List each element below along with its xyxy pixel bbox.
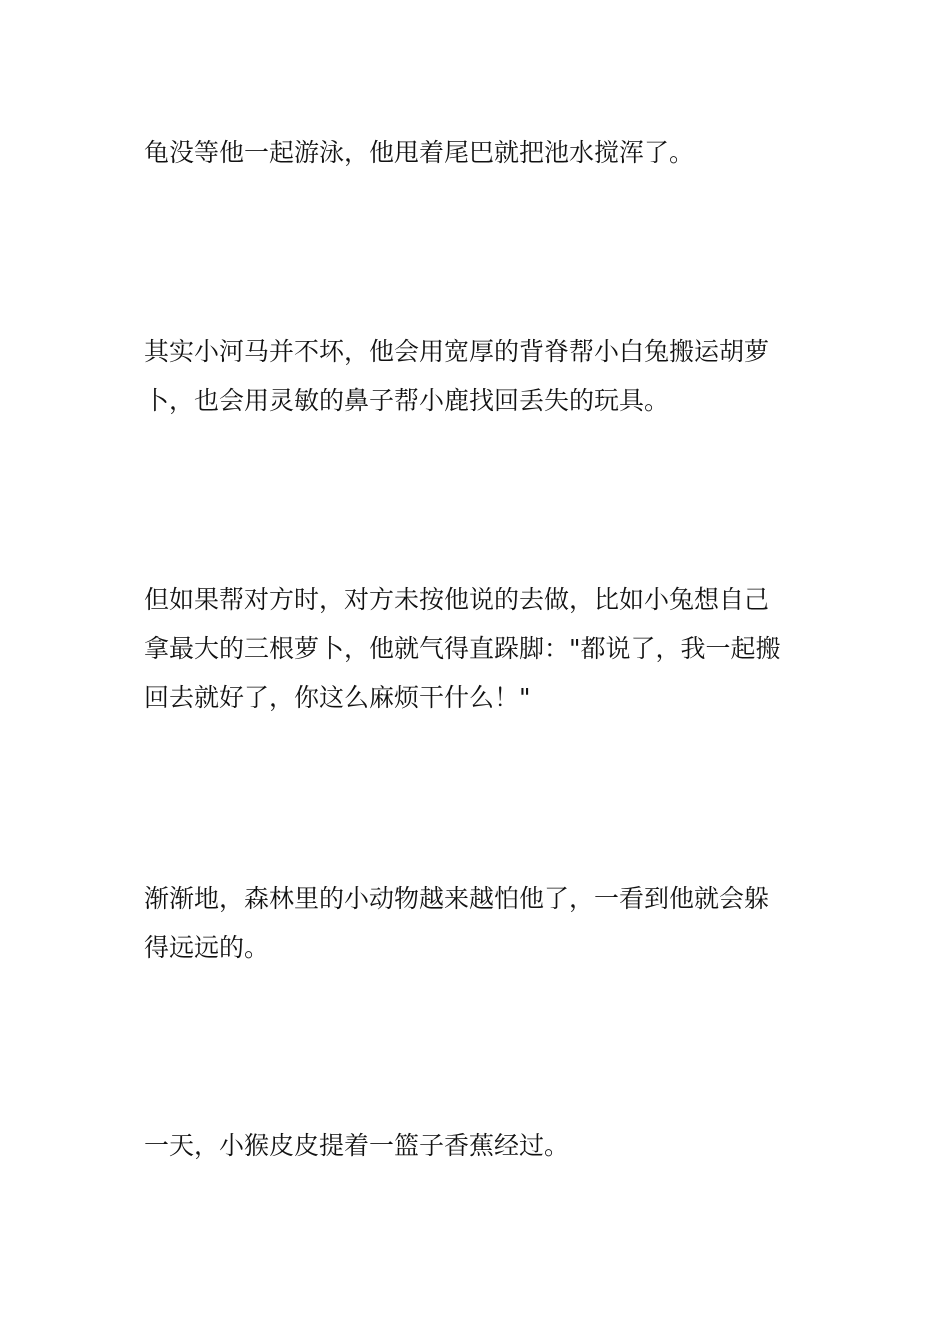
story-paragraph-5: [144, 1121, 812, 1170]
story-paragraph-4: [144, 874, 812, 972]
paragraph-line: 拿最大的三根萝卜，他就气得直跺脚："都说了，我一起搬: [144, 634, 781, 663]
paragraph-line: 其实小河马并不坏，他会用宽厚的背脊帮小白兔搬运胡萝: [144, 337, 770, 366]
story-paragraph-2: [144, 327, 812, 425]
paragraph-line: 但如果帮对方时，对方未按他说的去做，比如小兔想自己: [144, 585, 770, 614]
paragraph-line: 得远远的。: [144, 933, 270, 962]
story-paragraph-1: [144, 128, 812, 177]
paragraph-line: 龟没等他一起游泳，他甩着尾巴就把池水搅浑了。: [144, 138, 695, 167]
paragraph-line: 渐渐地，森林里的小动物越来越怕他了，一看到他就会躲: [144, 884, 770, 913]
paragraph-line: 卜，也会用灵敏的鼻子帮小鹿找回丢失的玩具。: [144, 386, 670, 415]
paragraph-line: 回去就好了，你这么麻烦干什么！": [144, 683, 531, 712]
story-paragraph-3: [144, 575, 812, 722]
paragraph-line: 一天，小猴皮皮提着一篮子香蕉经过。: [144, 1131, 570, 1160]
